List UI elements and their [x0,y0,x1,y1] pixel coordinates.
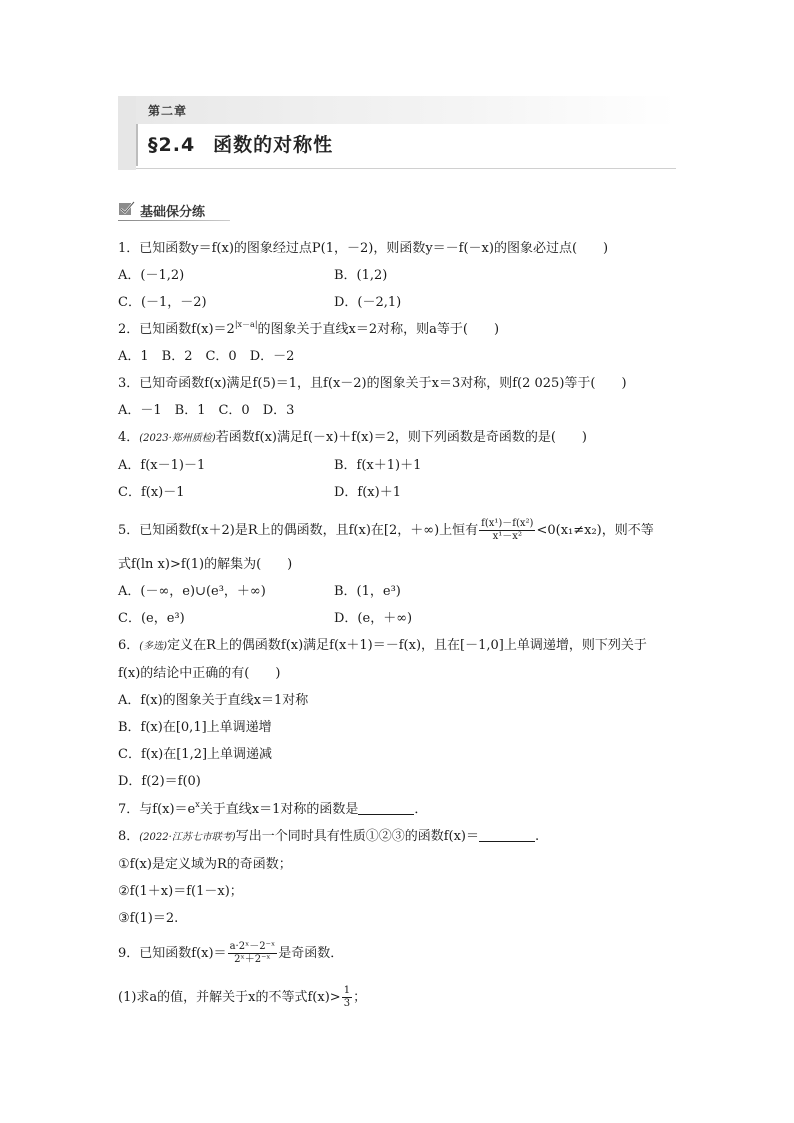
q9-text-pre: 9．已知函数f(x)＝ [118,946,227,961]
q7-end: ． [414,802,428,817]
chapter-banner [118,96,676,170]
q2-text-pre: 2．已知函数f(x)＝2 [118,322,235,337]
q4-option-d: D．f(x)＋1 [334,485,401,500]
q5-text-pre: 5．已知函数f(x＋2)是R上的偶函数，且f(x)在[2，＋∞)上恒有 [118,523,479,538]
q8-property-3: ③f(1)＝2. [118,911,179,926]
q9-1-fraction-denominator: 3 [343,998,351,1009]
q8-number: 8． [118,829,140,844]
q4-option-b: B．f(x＋1)＋1 [334,458,422,473]
q6-option-c: C．f(x)在[1,2]上单调递减 [118,747,273,762]
q9-1-text-pre: (1)求a的值，并解关于x的不等式f(x)> [118,990,341,1005]
q4-option-c: C．f(x)－1 [118,485,185,500]
q6-option-d: D．f(2)＝f(0) [118,774,201,789]
q8-text: 写出一个同时具有性质①②③的函数f(x)＝ [235,829,480,844]
question-6 [118,638,647,655]
q1-option-b: B．(1,2) [334,268,388,283]
q9-1-text-post: ； [353,990,367,1005]
q2-exponent: |x－a| [234,320,258,329]
q9-fraction [228,941,278,966]
q6-text: 定义在R上的偶函数f(x)满足f(x＋1)＝－f(x)，且在[－1,0]上单调递增，则下列关于 [167,638,647,653]
q7-answer-blank [358,802,414,815]
q4-source: (2023·郑州质检) [139,433,216,444]
q5-option-c: C．(e，e³) [118,611,185,626]
question-5-line-2: 式f(ln x)>f(1)的解集为( ) [118,557,293,572]
q8-property-1: ①f(x)是定义域为R的奇函数； [118,857,292,872]
q4-number: 4． [118,430,140,445]
section-title: 函数的对称性 [213,134,334,156]
q9-1-fraction-numerator: 1 [343,985,351,996]
section-number: §2.4 [148,134,196,156]
banner-divider [136,124,138,166]
section-underline [118,220,230,221]
q7-exponent: x [195,800,200,809]
q5-fraction-numerator: f(x¹)－f(x²) [481,518,534,529]
question-3: 3．已知奇函数f(x)满足f(5)＝1，且f(x－2)的图象关于x＝3对称，则f(2 025)等于( ) [118,376,627,391]
chapter-label: 第二章 [148,104,188,118]
q8-answer-blank [479,829,535,842]
question-6-line-2: f(x)的结论中正确的有( ) [118,666,281,681]
q4-text: 若函数f(x)满足f(－x)＋f(x)＝2，则下列函数是奇函数的是( ) [215,430,587,445]
page-title [148,130,333,157]
q5-fraction-denominator: x¹－x² [492,531,522,542]
q6-number: 6． [118,638,140,653]
q2-options: A．1 B．2 C．0 D．－2 [118,349,295,364]
q4-option-a: A．f(x－1)－1 [118,458,206,473]
q2-text-post: 的图象关于直线x＝2对称，则a等于( ) [257,322,500,337]
q5-text-post: <0(x₁≠x₂)，则不等 [536,523,654,538]
q7-text-post: 关于直线x＝1对称的函数是 [199,802,359,817]
exercise-label: 基础保分练 [140,205,206,220]
q5-option-d: D．(e，＋∞) [334,611,413,626]
q9-fraction-denominator: 2ˣ＋2⁻ˣ [234,954,271,965]
banner-band [136,96,676,124]
q8-property-2: ②f(1＋x)＝f(1－x)； [118,884,243,899]
q3-options: A．－1 B．1 C．0 D．3 [118,403,295,418]
question-8 [118,829,539,846]
checkbox-icon [118,200,136,216]
question-9-part-1 [118,985,366,1011]
q9-fraction-numerator: a·2ˣ－2⁻ˣ [229,941,276,952]
question-7 [118,802,427,818]
q5-option-b: B．(1，e³) [334,584,401,599]
q5-fraction [479,518,535,543]
q5-option-a: A．(－∞，e)∪(e³，＋∞) [118,584,266,599]
question-4 [118,430,587,447]
q8-end: . [535,829,540,844]
q1-option-d: D．(－2,1) [334,295,402,310]
banner-side-bar [118,96,136,170]
banner-underline [136,168,676,169]
q6-source: (多选) [139,641,168,652]
q1-option-a: A．(－1,2) [118,268,185,283]
q8-source: (2022·江苏七市联考) [139,832,236,843]
question-2 [118,322,499,338]
question-9 [118,941,343,967]
q6-option-b: B．f(x)在[0,1]上单调递增 [118,720,272,735]
q6-option-a: A．f(x)的图象关于直线x＝1对称 [118,693,309,708]
exercise-section-header [118,198,230,222]
question-1: 1．已知函数y＝f(x)的图象经过点P(1，－2)，则函数y＝－f(－x)的图象必过点( ) [118,241,609,256]
question-5 [118,518,654,543]
q9-text-post: 是奇函数． [278,946,344,961]
q1-option-c: C．(－1，－2) [118,295,207,310]
q9-1-fraction [342,985,352,1010]
q7-text-pre: 7．与f(x)＝e [118,802,196,817]
